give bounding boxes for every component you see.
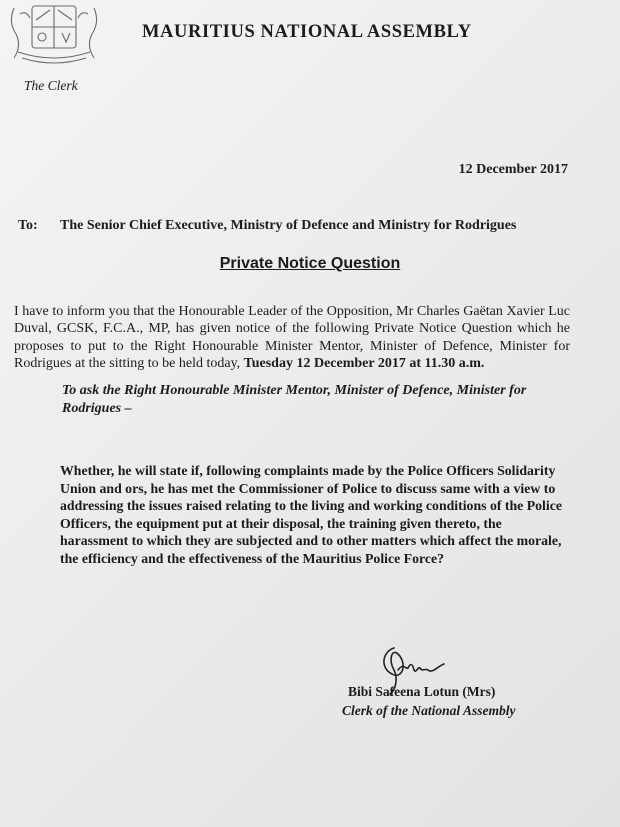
recipient-line: [18, 218, 516, 234]
signatory-title: Clerk of the National Assembly: [342, 703, 516, 718]
document-heading: [0, 255, 620, 273]
organization-name: MAURITIUS NATIONAL ASSEMBLY: [142, 22, 472, 42]
sitting-time: Tuesday 12 December 2017 at 11.30 a.m.: [243, 356, 485, 372]
office-label: The Clerk: [24, 78, 78, 93]
intro-paragraph: [14, 303, 570, 373]
ask-line: To ask the Right Honourable Minister Mentor, Minister of Defence, Minister for Rodrigues –: [62, 383, 527, 416]
recipient: The Senior Chief Executive, Ministry of Defence and Ministry for Rodrigues: [60, 218, 517, 233]
letter-date: 12 December 2017: [458, 162, 568, 177]
signatory-name: Bibi Safeena Lotun (Mrs): [348, 684, 496, 699]
heading-text: Private Notice Question: [219, 255, 401, 272]
to-label: To:: [18, 218, 38, 233]
question-text: Whether, he will state if, following complaints made by the Police Officers Solidarity Union and ors, he has met the Commissioner of Police to discuss same with a view to addressing the issues raised relating to the living and working conditions of the Police Officers, the equipment put at their disposal, the training given thereto, the harassment to which they are subjected and to other matters which affect the morale, the efficiency and the effectiveness of the Mauritius Police Force?: [60, 463, 562, 566]
coat-of-arms-emblem: [4, 0, 104, 68]
intro-text: I have to inform you that the Honourable Leader of the Opposition, Mr Charles Gaëtan Xavier Luc Duval, GCSK, F.C.A., MP, has given notice of the following Private Notice Question which he proposes to put to the Right Honourable Minister Mentor, Minister of Defence, Minister for Rodrigues at the sitting to be held today,: [14, 304, 570, 372]
